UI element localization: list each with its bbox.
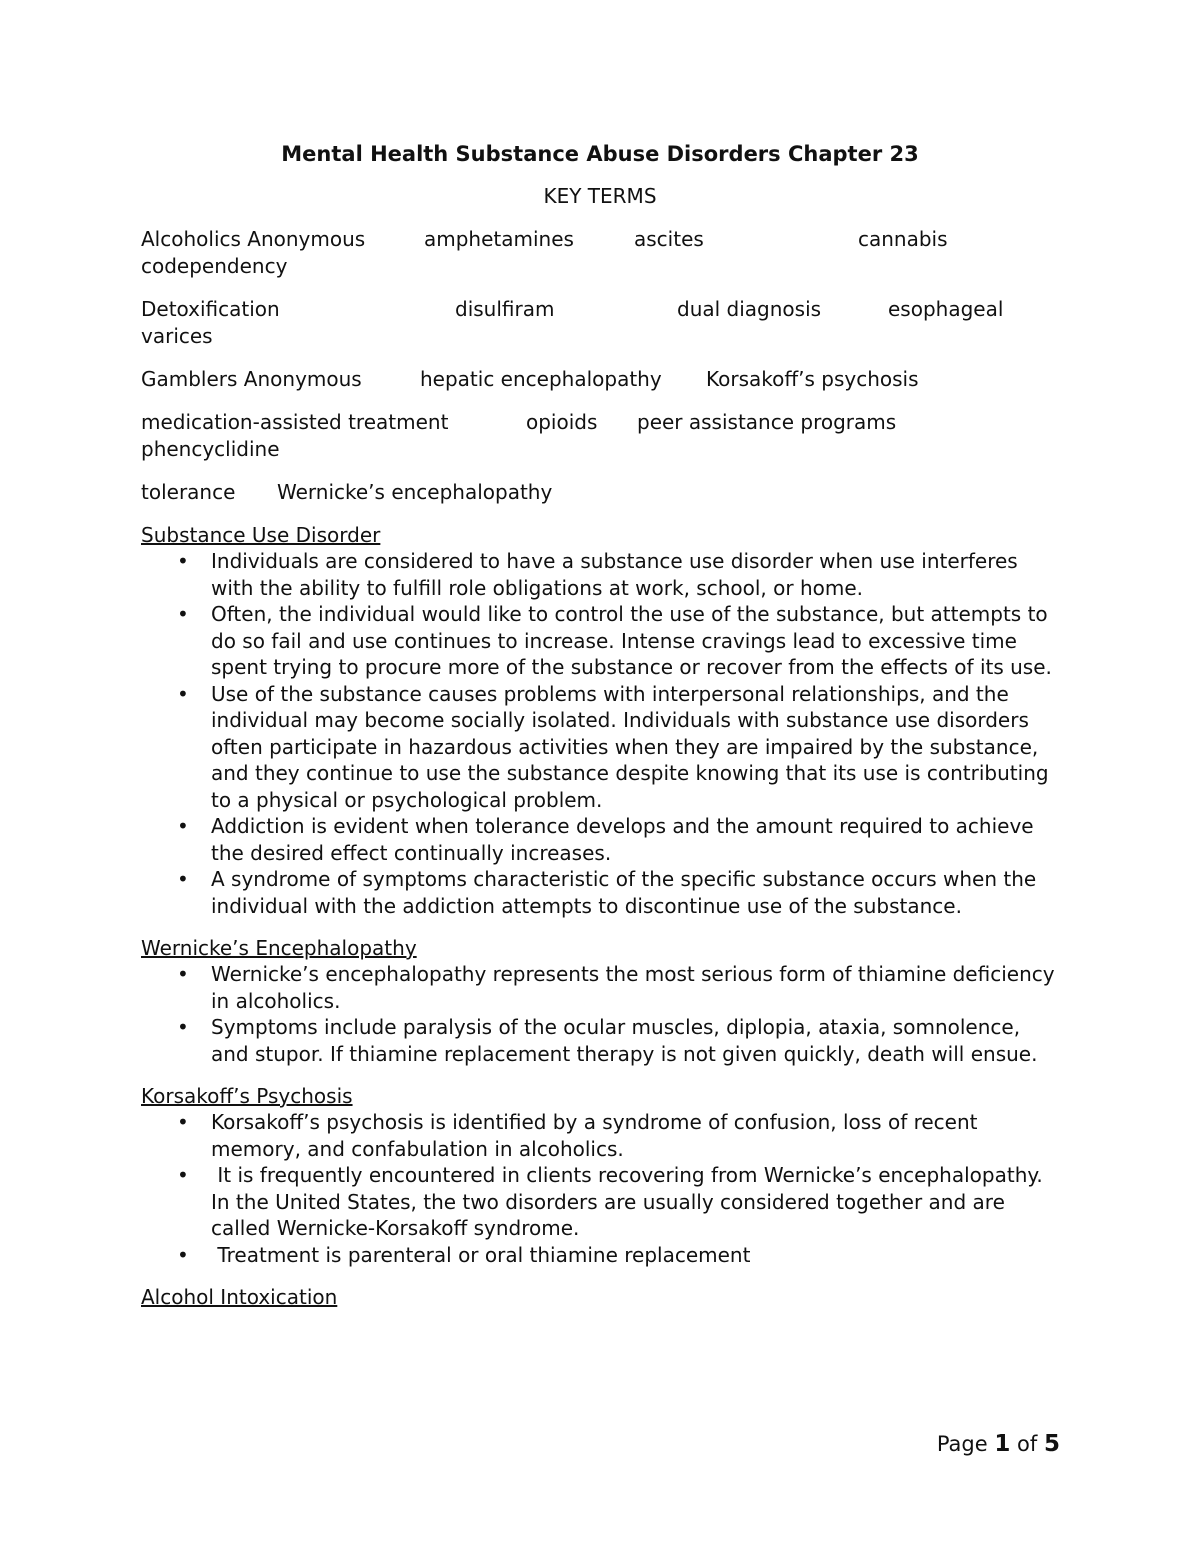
- section-heading: Korsakoff’s Psychosis: [141, 1084, 353, 1108]
- key-terms-heading: KEY TERMS: [543, 184, 657, 208]
- page-number: [937, 1430, 1060, 1458]
- section-korsakoffs-psychosis: [141, 1083, 1061, 1268]
- list-item: [141, 548, 1061, 601]
- bullet-list: [141, 1109, 1061, 1268]
- key-term: dual diagnosis: [677, 297, 822, 321]
- list-item: [141, 601, 1061, 681]
- bullet-icon: •: [177, 962, 189, 986]
- section-alcohol-intoxication: [141, 1284, 1061, 1310]
- key-term: Wernicke’s encephalopathy: [277, 480, 553, 504]
- list-item: [141, 1109, 1061, 1162]
- key-term: opioids: [526, 410, 598, 434]
- key-terms-row-2: [141, 296, 1061, 350]
- key-term: hepatic encephalopathy: [420, 367, 662, 391]
- section-substance-use-disorder: [141, 522, 1061, 919]
- key-term: medication-assisted treatment: [141, 410, 449, 434]
- list-item: [141, 1162, 1061, 1242]
- bullet-icon: •: [177, 681, 189, 706]
- bullet-icon: •: [177, 602, 189, 626]
- list-item-text: Addiction is evident when tolerance develops and the amount required to achieve the desired effect continually increases.: [211, 814, 1034, 865]
- key-term: Alcoholics Anonymous: [141, 227, 366, 251]
- list-item: [141, 681, 1061, 814]
- total-pages-number: 5: [1043, 1431, 1060, 1457]
- list-item-text: Use of the substance causes problems with interpersonal relationships, and the individual may become socially isolated. Individuals with substance use disorders often participate in hazardous activities when they are impaired by the substance, and they continue to use the substance despite knowing that its use is contributing to a physical or psychological problem.: [211, 681, 1049, 812]
- list-item-text: Symptoms include paralysis of the ocular muscles, diplopia, ataxia, somnolence, and stupor. If thiamine replacement therapy is not given quickly, death will ensue.: [211, 1015, 1038, 1066]
- key-term: peer assistance programs: [637, 410, 897, 434]
- bullet-icon: •: [177, 814, 189, 838]
- key-term: ascites: [634, 227, 704, 251]
- list-item: [141, 961, 1061, 1014]
- bullet-icon: •: [177, 549, 189, 573]
- document-title: Mental Health Substance Abuse Disorders Chapter 23: [281, 142, 919, 166]
- bullet-icon: •: [177, 1015, 189, 1039]
- list-item: [141, 1014, 1061, 1067]
- key-term: amphetamines: [424, 227, 574, 251]
- list-item: [141, 866, 1061, 919]
- key-term: codependency: [141, 254, 288, 278]
- list-item: [141, 1242, 1061, 1269]
- list-item-text: A syndrome of symptoms characteristic of the specific substance occurs when the individual with the addiction attempts to discontinue use of the substance.: [211, 867, 1037, 918]
- section-wernickes-encephalopathy: [141, 935, 1061, 1067]
- key-term: cannabis: [858, 227, 948, 251]
- key-terms-row-5: [141, 479, 1061, 506]
- of-word: of: [1017, 1432, 1038, 1456]
- list-item-text: Individuals are considered to have a substance use disorder when use interferes with the ability to fulfill role obligations at work, school, or home.: [211, 549, 1018, 600]
- key-term: Gamblers Anonymous: [141, 367, 362, 391]
- key-terms-row-1: [141, 226, 1061, 280]
- bullet-icon: •: [177, 1163, 189, 1187]
- list-item-text: It is frequently encountered in clients recovering from Wernicke’s encephalopathy. In the United States, the two disorders are usually considered together and are called Wernicke-Korsakoff syndrome.: [211, 1163, 1050, 1240]
- key-terms-row-3: [141, 366, 1061, 393]
- key-term: Detoxification: [141, 297, 280, 321]
- key-term: disulfiram: [455, 297, 555, 321]
- bullet-icon: •: [177, 1242, 189, 1267]
- page-word: Page: [936, 1432, 988, 1456]
- bullet-list: [141, 961, 1061, 1067]
- list-item-text: Often, the individual would like to control the use of the substance, but attempts to do so fail and use continues to increase. Intense cravings lead to excessive time spent trying to procure more of the substance or recover from the effects of its use.: [211, 602, 1052, 679]
- key-term: phencyclidine: [141, 437, 280, 461]
- list-item-text: Treatment is parenteral or oral thiamine replacement: [211, 1242, 751, 1267]
- section-heading: Alcohol Intoxication: [141, 1285, 338, 1309]
- key-term: tolerance: [141, 480, 236, 504]
- list-item-text: Korsakoff’s psychosis is identified by a syndrome of confusion, loss of recent memory, and confabulation in alcoholics.: [211, 1110, 978, 1161]
- current-page-number: 1: [994, 1431, 1011, 1457]
- list-item-text: Wernicke’s encephalopathy represents the most serious form of thiamine deficiency in alcoholics.: [211, 962, 1055, 1013]
- key-term: Korsakoff’s psychosis: [706, 367, 919, 391]
- list-item: [141, 813, 1061, 866]
- section-heading: Substance Use Disorder: [141, 523, 381, 547]
- document-body: [141, 226, 1061, 1310]
- key-term: esophageal varices: [141, 297, 1004, 348]
- bullet-icon: •: [177, 867, 189, 891]
- bullet-icon: •: [177, 1110, 189, 1134]
- section-heading: Wernicke’s Encephalopathy: [141, 936, 417, 960]
- key-terms-row-4: [141, 409, 1061, 463]
- bullet-list: [141, 548, 1061, 919]
